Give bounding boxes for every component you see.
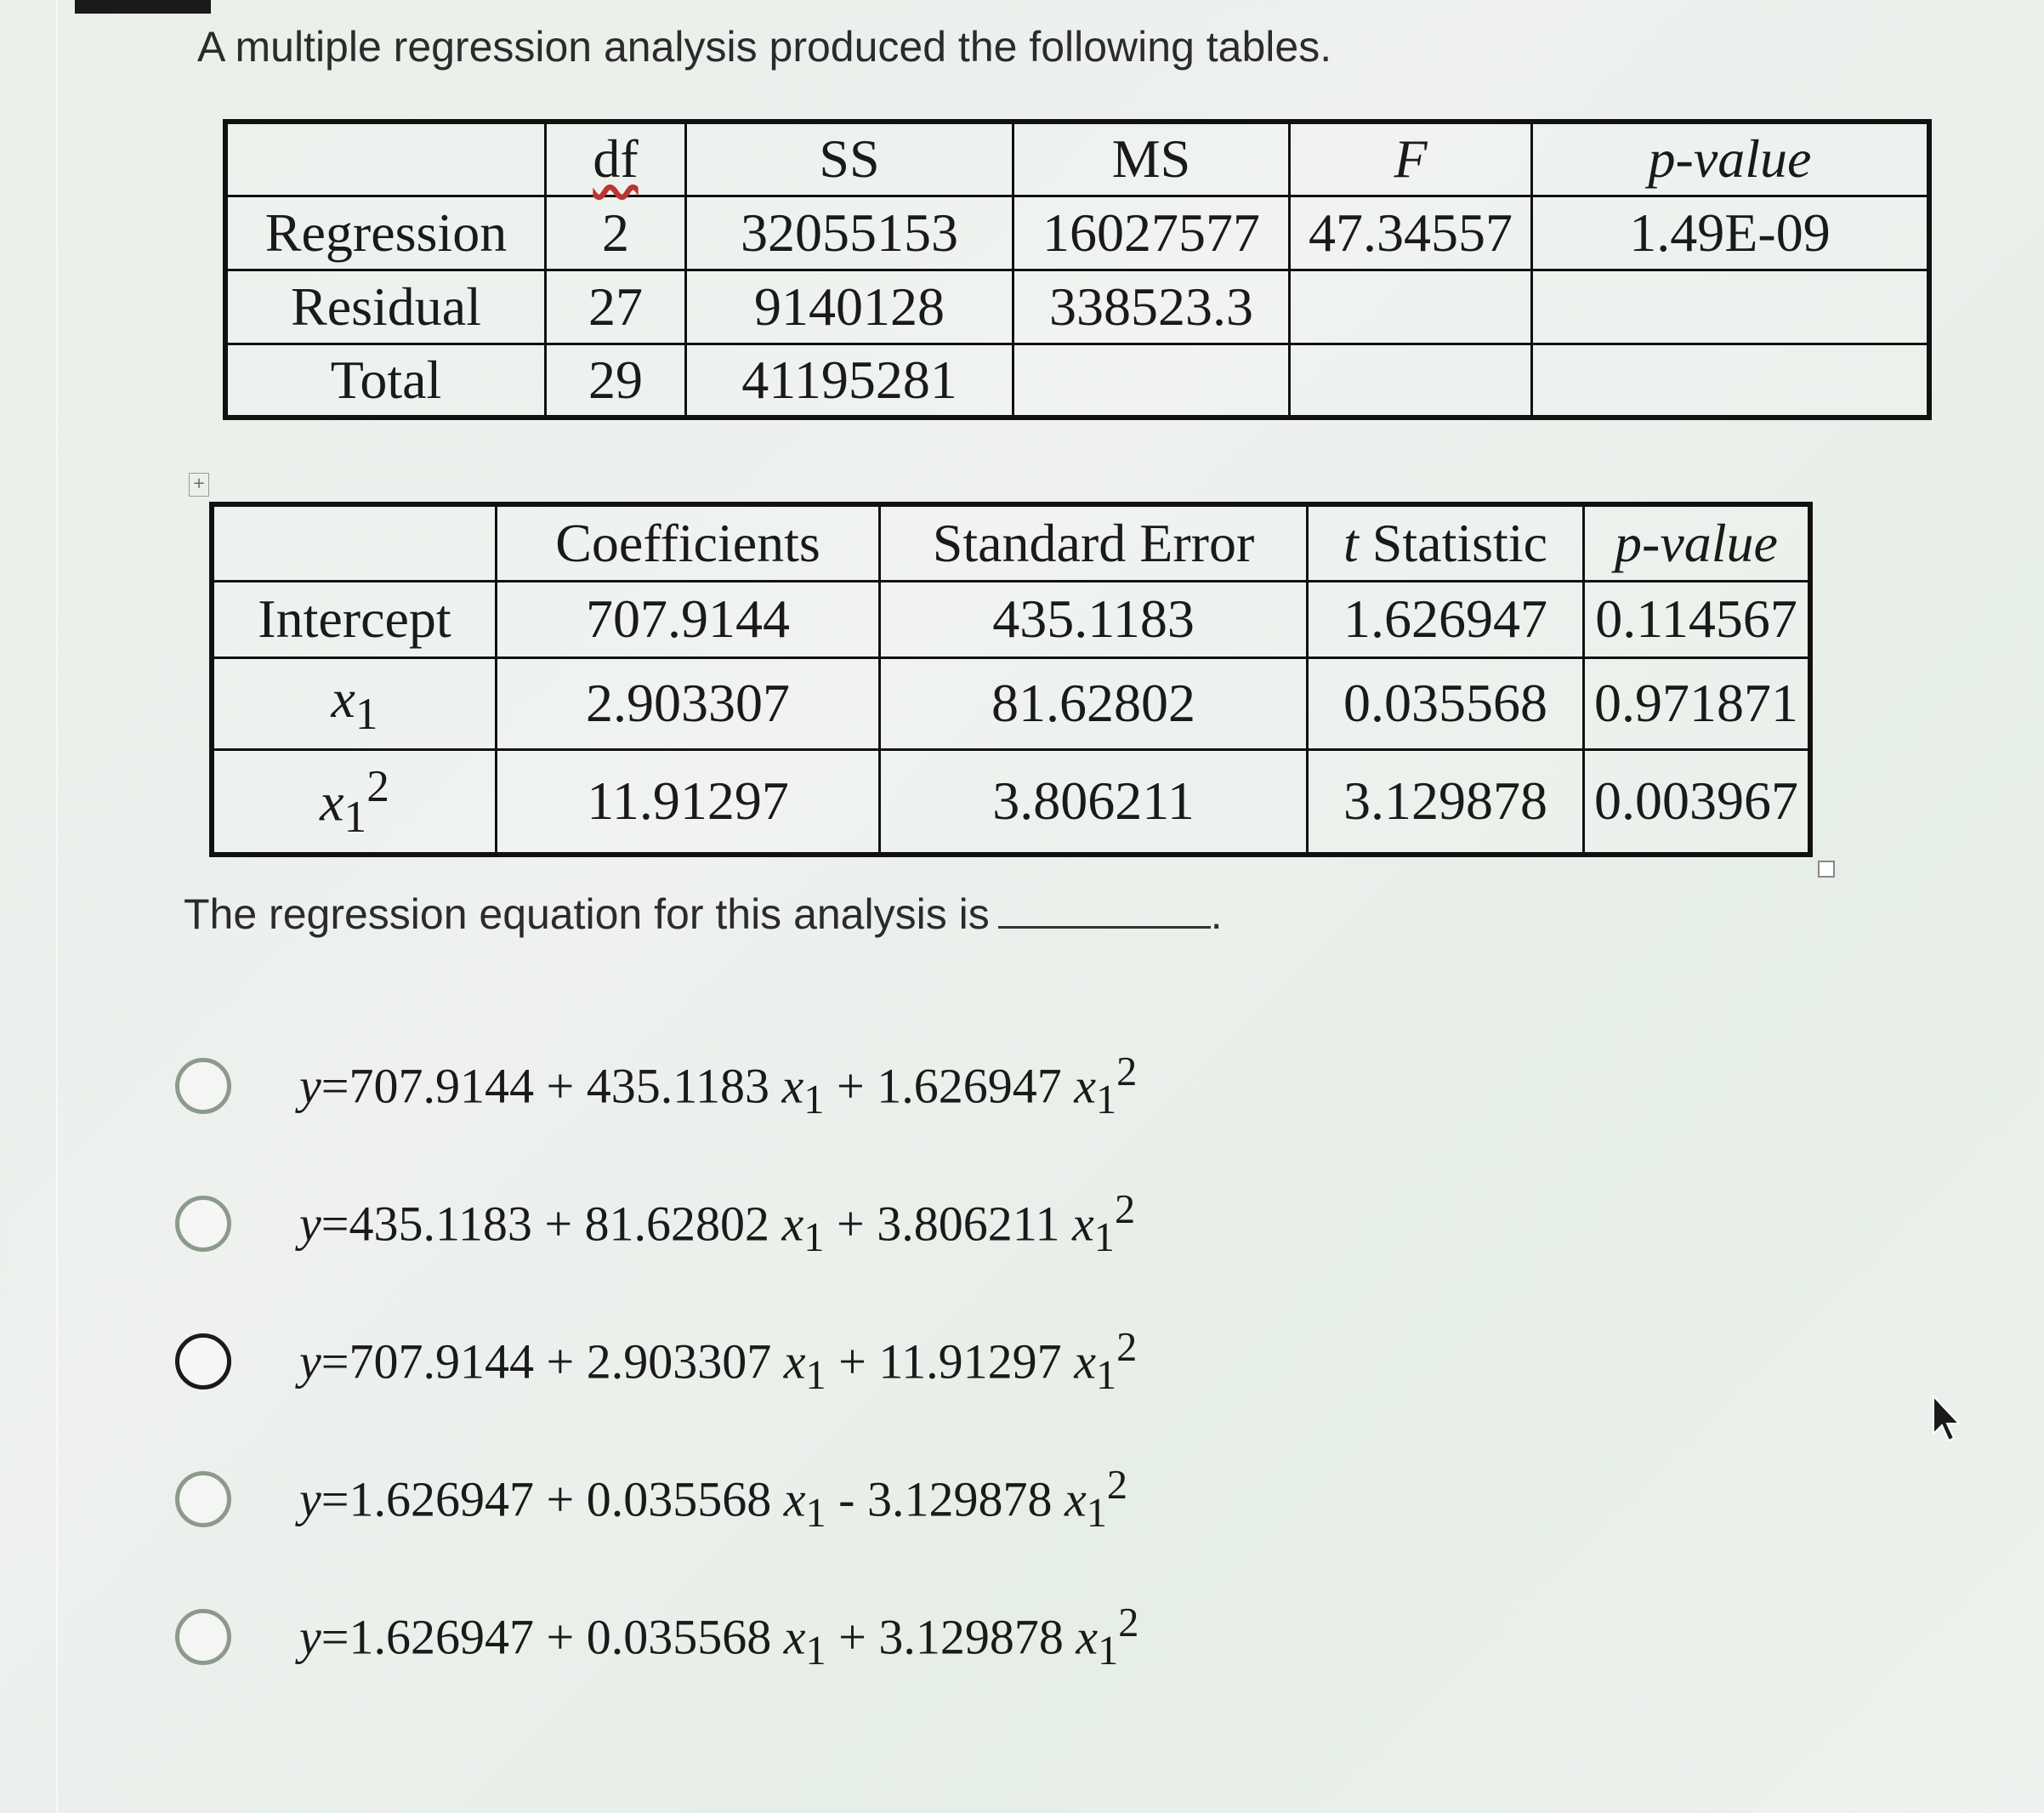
coef-header-row	[212, 504, 1810, 581]
equation-x: x	[1064, 1471, 1087, 1527]
answer-option-5[interactable]	[175, 1568, 1536, 1706]
table-cell: 0.971871	[1584, 657, 1811, 749]
table-cell: 707.9144	[497, 581, 880, 657]
equation-y: y	[299, 1471, 321, 1527]
table-cell	[1290, 344, 1532, 418]
equation-intercept: 435.1183	[349, 1196, 532, 1252]
equation-equals: =	[321, 1058, 349, 1114]
anova-header-f: F	[1290, 122, 1532, 196]
equation-subscript: 1	[803, 1214, 825, 1260]
table-cell	[212, 749, 497, 855]
table-row	[212, 657, 1810, 749]
option-equation	[299, 1600, 1138, 1674]
table-cell: 3.129878	[1308, 749, 1584, 855]
equation-y: y	[299, 1196, 321, 1252]
table-row	[225, 344, 1929, 418]
row-label-x: x	[320, 771, 344, 833]
table-cell: 0.114567	[1584, 581, 1811, 657]
equation-x: x	[781, 1196, 804, 1252]
equation-operator: +	[836, 1196, 865, 1252]
question-prompt: A multiple regression analysis produced the following tables.	[197, 23, 1332, 71]
equation-operator: +	[838, 1333, 866, 1390]
answer-options	[175, 1017, 1536, 1706]
question-stem-text: The regression equation for this analysis is	[184, 890, 990, 938]
equation-superscript: 2	[1116, 1049, 1138, 1095]
anova-header-row	[225, 122, 1929, 196]
equation-x: x	[783, 1333, 806, 1390]
anova-header-df: df	[546, 122, 686, 196]
answer-option-4[interactable]	[175, 1430, 1536, 1568]
table-cell: Total	[225, 344, 546, 418]
coef-header-p-value: p-value	[1584, 504, 1811, 581]
equation-operator: +	[546, 1333, 575, 1390]
table-row	[225, 270, 1929, 344]
equation-coef-1: 0.035568	[586, 1471, 772, 1527]
row-label-subscript: 1	[355, 687, 378, 739]
table-cell	[1290, 270, 1532, 344]
equation-subscript: 1	[805, 1490, 826, 1536]
equation-intercept: 1.626947	[349, 1609, 534, 1665]
equation-operator: +	[546, 1058, 575, 1114]
equation-x: x	[1074, 1058, 1096, 1114]
resize-handle-icon[interactable]	[1818, 861, 1835, 878]
equation-x: x	[1076, 1609, 1099, 1665]
equation-x: x	[781, 1058, 804, 1114]
coefficients-table	[209, 502, 1813, 857]
row-label-x: x	[331, 668, 355, 729]
equation-superscript: 2	[1116, 1325, 1138, 1371]
table-cell: 0.035568	[1308, 657, 1584, 749]
anova-header-blank	[225, 122, 546, 196]
equation-operator: -	[838, 1471, 855, 1527]
move-anchor-icon[interactable]: +	[189, 473, 209, 497]
table-cell: 338523.3	[1013, 270, 1290, 344]
equation-equals: =	[321, 1609, 349, 1665]
question-stem	[184, 889, 1223, 939]
option-equation	[299, 1462, 1127, 1537]
table-cell: 47.34557	[1290, 196, 1532, 270]
equation-intercept: 707.9144	[349, 1333, 534, 1390]
radio-button-icon[interactable]	[175, 1333, 231, 1390]
table-cell: Residual	[225, 270, 546, 344]
table-cell: 2	[546, 196, 686, 270]
anova-header-ms: MS	[1013, 122, 1290, 196]
table-cell	[1013, 344, 1290, 418]
equation-subscript: 1	[805, 1628, 826, 1674]
equation-coef-2: 3.129878	[878, 1609, 1064, 1665]
equation-x: x	[1074, 1333, 1096, 1390]
equation-intercept: 1.626947	[349, 1471, 534, 1527]
anova-table	[223, 119, 1932, 420]
table-cell: 3.806211	[880, 749, 1308, 855]
table-row	[212, 581, 1810, 657]
radio-button-icon[interactable]	[175, 1471, 231, 1527]
table-cell: 16027577	[1013, 196, 1290, 270]
equation-coef-1: 0.035568	[586, 1609, 772, 1665]
table-cell: 2.903307	[497, 657, 880, 749]
table-cell: 9140128	[686, 270, 1013, 344]
option-equation	[299, 1186, 1135, 1261]
equation-subscript: 1	[1086, 1490, 1107, 1536]
table-cell: 41195281	[686, 344, 1013, 418]
radio-button-icon[interactable]	[175, 1196, 231, 1252]
table-cell: 1.626947	[1308, 581, 1584, 657]
table-cell	[1532, 270, 1930, 344]
answer-option-2[interactable]	[175, 1155, 1536, 1293]
table-cell: 0.003967	[1584, 749, 1811, 855]
row-label-subscript: 1	[344, 791, 367, 843]
answer-option-3[interactable]	[175, 1293, 1536, 1430]
equation-coef-2: 3.806211	[877, 1196, 1060, 1252]
equation-x: x	[783, 1471, 806, 1527]
table-cell: 27	[546, 270, 686, 344]
equation-y: y	[299, 1058, 321, 1114]
equation-operator: +	[546, 1609, 575, 1665]
coef-header-t-statistic: t Statistic	[1308, 504, 1584, 581]
equation-equals: =	[321, 1333, 349, 1390]
answer-blank	[998, 892, 1211, 929]
table-cell: 81.62802	[880, 657, 1308, 749]
anova-header-ss: SS	[686, 122, 1013, 196]
equation-operator: +	[836, 1058, 865, 1114]
equation-x: x	[783, 1609, 806, 1665]
table-cell: 1.49E-09	[1532, 196, 1930, 270]
equation-superscript: 2	[1118, 1600, 1139, 1646]
equation-subscript: 1	[1095, 1077, 1117, 1122]
question-stem-end: .	[1210, 890, 1223, 938]
table-cell	[212, 657, 497, 749]
coef-header-coefficients: Coefficients	[497, 504, 880, 581]
table-cell	[1532, 344, 1930, 418]
option-equation	[299, 1049, 1137, 1123]
equation-y: y	[299, 1609, 321, 1665]
equation-superscript: 2	[1114, 1187, 1136, 1233]
table-cell: 32055153	[686, 196, 1013, 270]
equation-subscript: 1	[1095, 1352, 1117, 1398]
equation-subscript: 1	[1098, 1628, 1119, 1674]
equation-superscript: 2	[1106, 1463, 1128, 1509]
anova-header-p-value: p-value	[1532, 122, 1930, 196]
coef-header-blank	[212, 504, 497, 581]
mouse-pointer-icon	[1930, 1395, 1964, 1446]
equation-coef-2: 11.91297	[878, 1333, 1062, 1390]
equation-coef-2: 3.129878	[866, 1471, 1053, 1527]
answer-option-1[interactable]	[175, 1017, 1536, 1155]
equation-equals: =	[321, 1471, 349, 1527]
option-equation	[299, 1324, 1137, 1399]
equation-subscript: 1	[805, 1352, 826, 1398]
equation-coef-1: 435.1183	[586, 1058, 770, 1114]
row-label-superscript: 2	[366, 760, 389, 812]
equation-x: x	[1072, 1196, 1094, 1252]
table-cell: 435.1183	[880, 581, 1308, 657]
radio-button-icon[interactable]	[175, 1609, 231, 1665]
equation-operator: +	[546, 1471, 575, 1527]
equation-y: y	[299, 1333, 321, 1390]
equation-intercept: 707.9144	[349, 1058, 534, 1114]
table-cell: Regression	[225, 196, 546, 270]
coef-header-standard-error: Standard Error	[880, 504, 1308, 581]
coef-header-t-statistic-label: Statistic	[1371, 512, 1547, 573]
equation-coef-2: 1.626947	[877, 1058, 1062, 1114]
table-cell: 11.91297	[497, 749, 880, 855]
equation-operator: +	[544, 1196, 573, 1252]
equation-operator: +	[838, 1609, 866, 1665]
radio-button-icon[interactable]	[175, 1058, 231, 1114]
equation-equals: =	[321, 1196, 349, 1252]
equation-subscript: 1	[1093, 1214, 1115, 1260]
equation-subscript: 1	[803, 1077, 825, 1122]
equation-coef-1: 2.903307	[586, 1333, 772, 1390]
table-cell: 29	[546, 344, 686, 418]
table-cell: Intercept	[212, 581, 497, 657]
table-row	[212, 749, 1810, 855]
equation-coef-1: 81.62802	[584, 1196, 770, 1252]
table-row	[225, 196, 1929, 270]
